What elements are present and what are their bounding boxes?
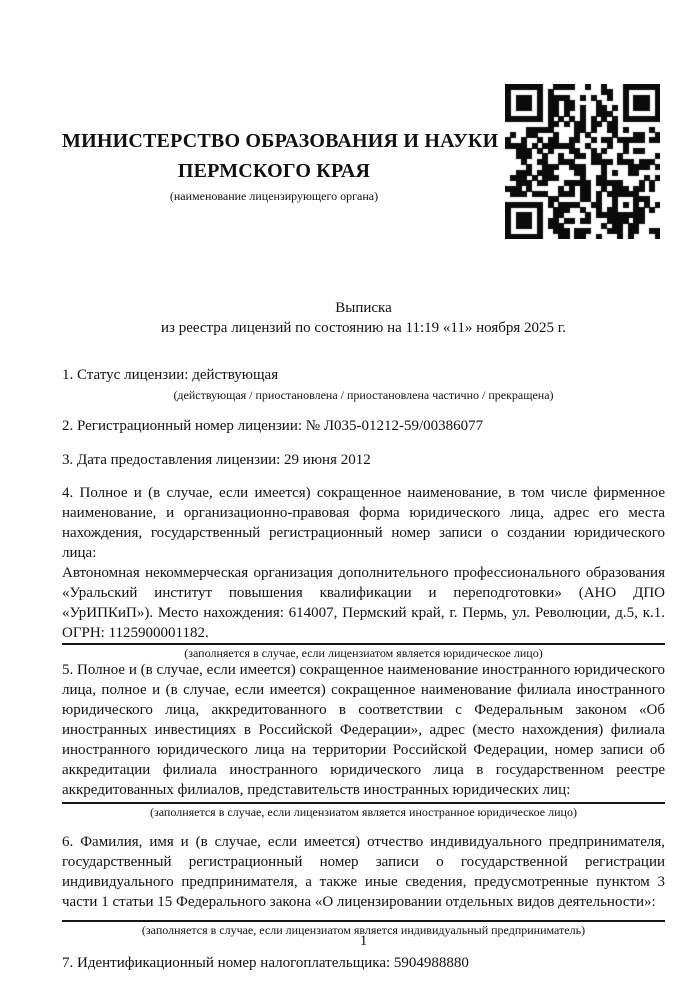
item-legal-entity-note: (заполняется в случае, если лицензиатом является юридическое лицо) <box>184 646 543 660</box>
item-registration-number: 2. Регистрационный номер лицензии: № Л035-01212-59/00386077 <box>62 418 484 434</box>
document-title-line1: Выписка <box>335 300 392 316</box>
items-list <box>62 365 665 973</box>
item-taxpayer-number: 7. Идентификационный номер налогоплательщика: 5904988880 <box>62 955 469 971</box>
item-legal-entity-answer: Автономная некоммерческая организация дополнительного профессионального образования «Уральский институт повышения квалификации и переподготовки» (АНО ДПО «УрИПКиП»). Место нахождения: 614007, Пермский край, г. Пермь, ул. Революции, д.5, к.1. ОГРН: 1125900001182. <box>62 565 665 641</box>
item-foreign-entity-question: 5. Полное и (в случае, если имеется) сокращенное наименование иностранного юридического лица, полное и (в случае, если имеется) сокращенное наименование филиала иностранного юридического лица, аккредитованного в соответствии с Федеральным законом «Об иностранных инвестициях в Российской Федерации», адрес (место нахождения) филиала иностранного юридического лица на территории Российской Федерации, номер записи об аккредитации филиала иностранного юридического лица в государственном реестре аккредитованных филиалов, представительств иностранных юридических лиц: <box>62 662 665 798</box>
document-title-line2: из реестра лицензий по состоянию на 11:19 «11» ноября 2025 г. <box>161 320 566 336</box>
legal-entity-rule <box>62 643 665 645</box>
ministry-name-line2: ПЕРМСКОГО КРАЯ <box>177 160 371 182</box>
item-grant-date: 3. Дата предоставления лицензии: 29 июня 2012 <box>62 452 371 468</box>
licensing-authority-caption: (наименование лицензирующего органа) <box>169 189 379 203</box>
item-entrepreneur-question: 6. Фамилия, имя и (в случае, если имеется) отчество индивидуального предпринимателя, государственный регистрационный номер записи о государственной регистрации индивидуального предпринимателя, а также иные сведения, предусмотренные пунктом 3 части 1 статьи 15 Федерального закона «О лицензировании отдельных видов деятельности»: <box>62 834 665 910</box>
item-legal-entity-question: 4. Полное и (в случае, если имеется) сокращенное наименование, в том числе фирменное наименование, и организационно-правовая форма юридического лица, адрес его места нахождения, государственный регистрационный номер записи о создании юридического лица: <box>62 485 665 561</box>
item-license-status-note: (действующая / приостановлена / приостановлена частично / прекращена) <box>173 388 554 402</box>
item-entrepreneur-note: (заполняется в случае, если лицензиатом является индивидуальный предприниматель) <box>141 923 586 937</box>
item-license-status: 1. Статус лицензии: действующая <box>62 367 279 383</box>
foreign-entity-rule <box>62 802 665 804</box>
page-number: 1 <box>359 933 368 949</box>
qr-code-icon <box>505 84 660 239</box>
ministry-header <box>62 126 499 203</box>
qr-code-canvas <box>505 84 660 239</box>
entrepreneur-rule <box>62 920 665 922</box>
ministry-name-line1: МИНИСТЕРСТВО ОБРАЗОВАНИЯ И НАУКИ <box>62 130 499 152</box>
item-foreign-entity-note: (заполняется в случае, если лицензиатом является иностранное юридическое лицо) <box>150 805 577 819</box>
document-title <box>62 298 665 338</box>
